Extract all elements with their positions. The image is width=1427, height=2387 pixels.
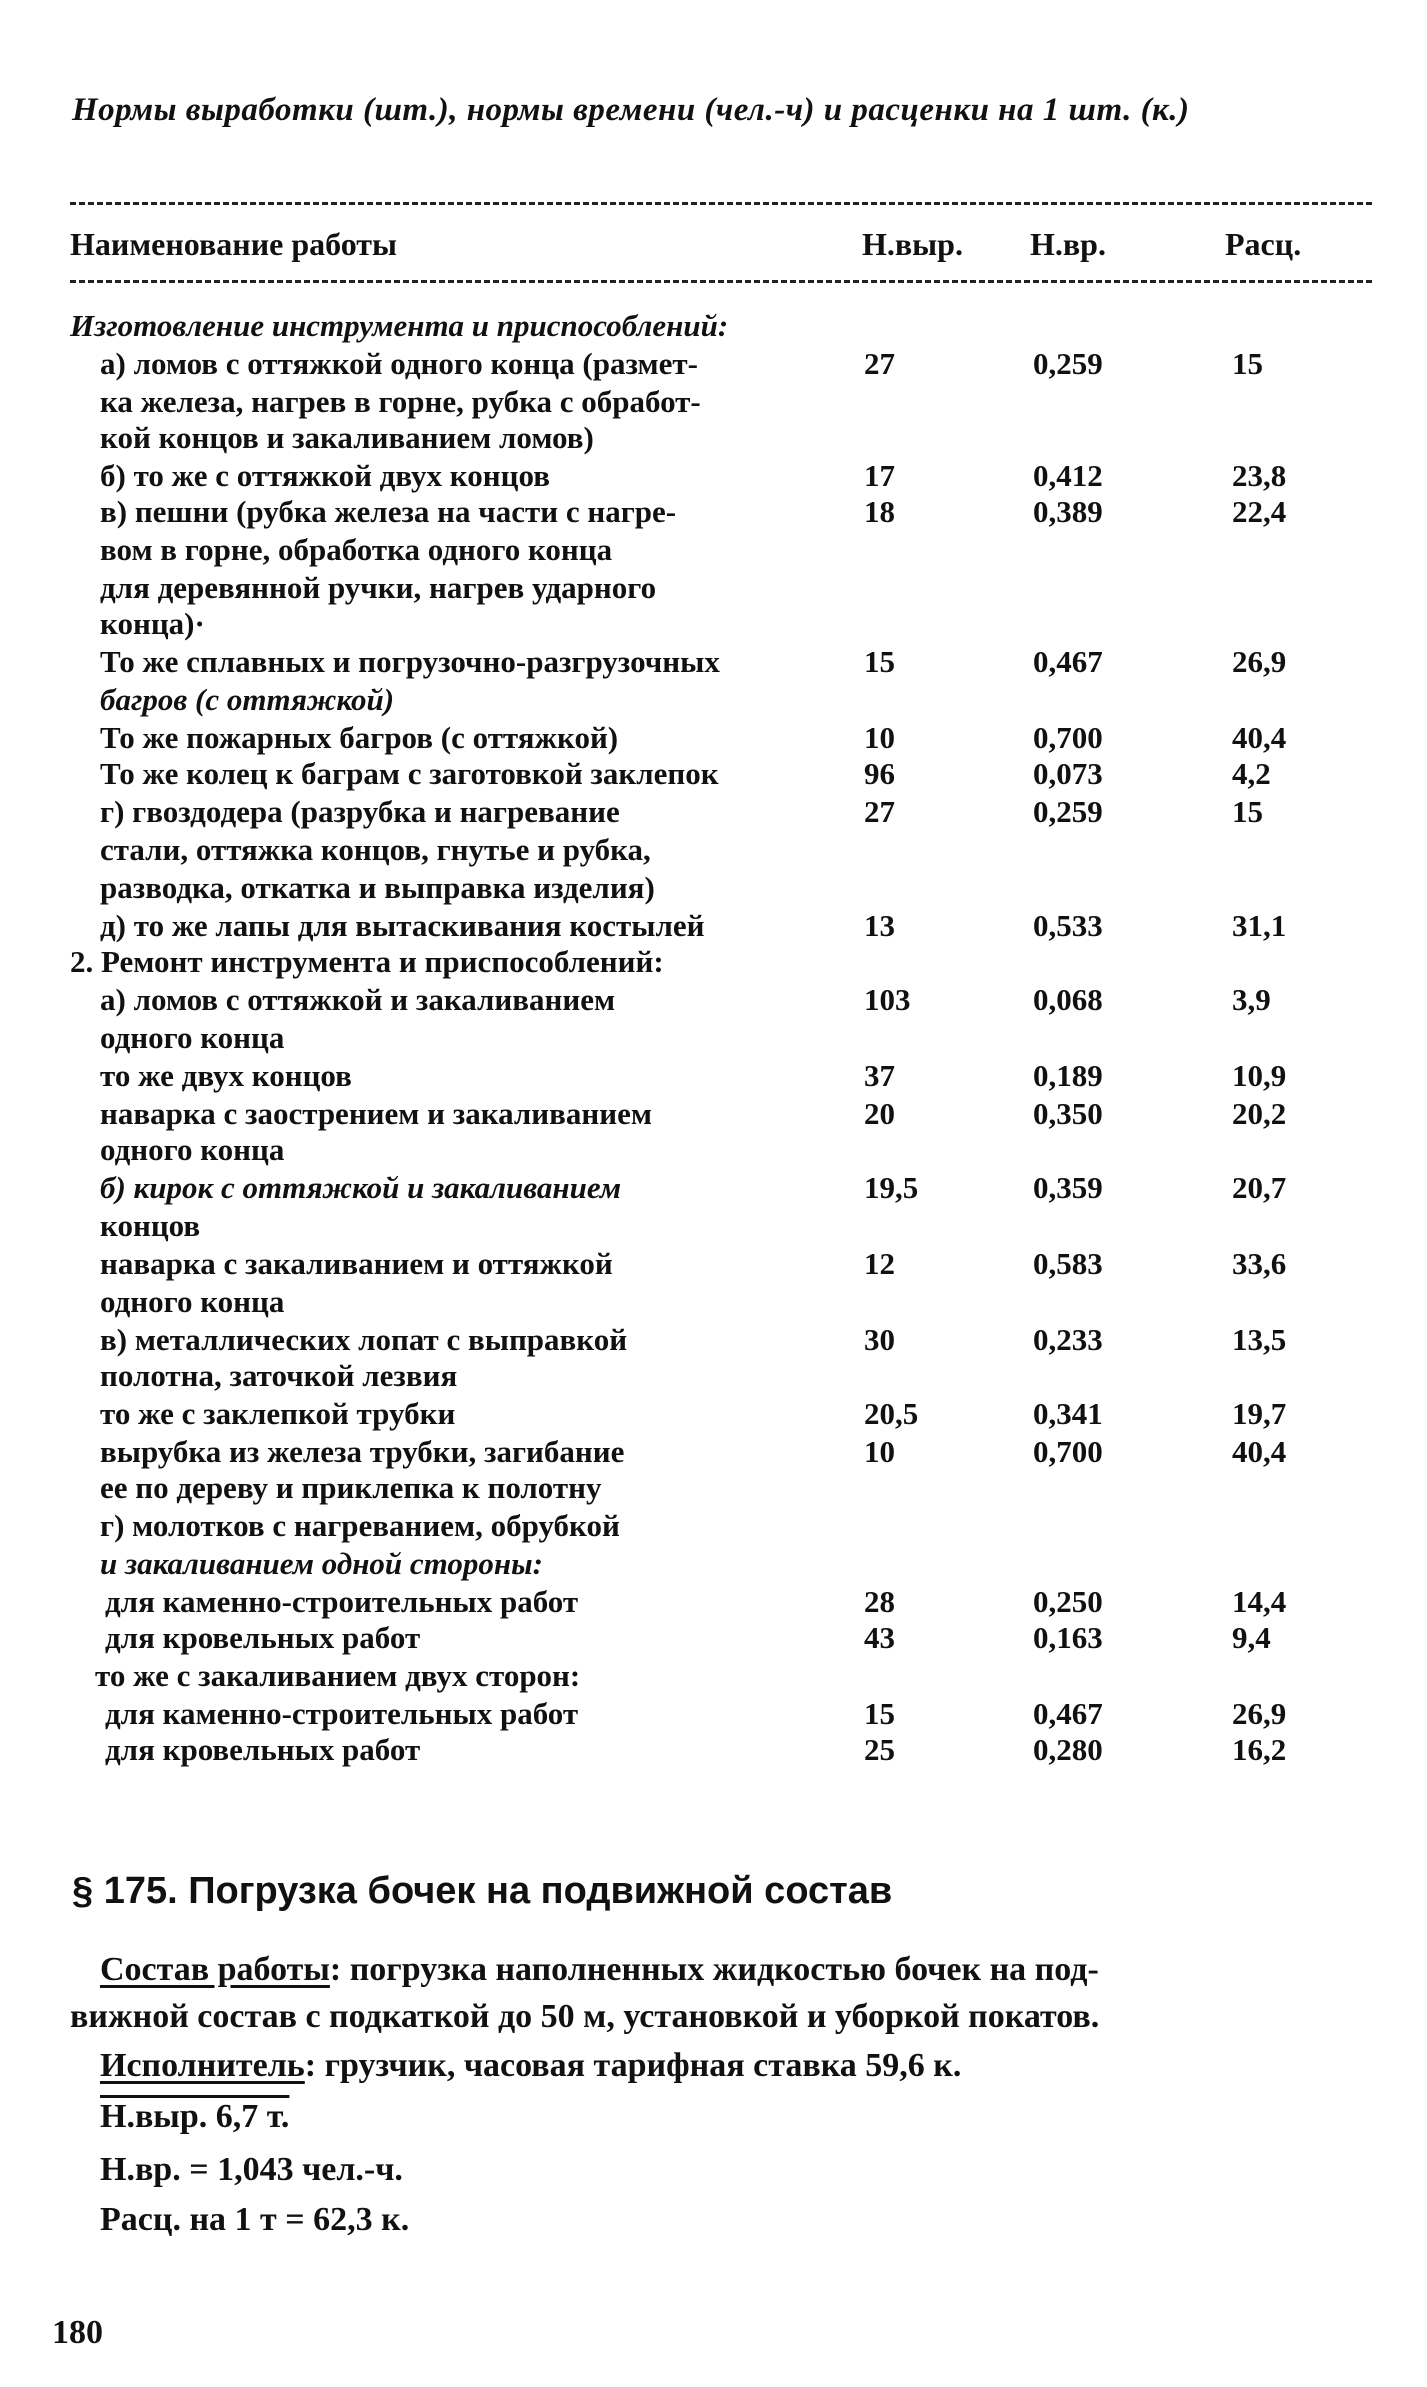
- norm-output-cell: 96: [864, 756, 895, 791]
- work-name-cell: для кровельных работ: [105, 1732, 421, 1767]
- norm-output-cell: 28: [864, 1584, 895, 1619]
- table-row: [0, 532, 1427, 568]
- norm-output-cell: 20: [864, 1096, 895, 1131]
- norm-time-cell: 0,700: [1033, 1434, 1103, 1469]
- work-name-cell: и закаливанием одной стороны:: [100, 1546, 543, 1581]
- norm-time-cell: 0,412: [1033, 458, 1103, 493]
- rate-cell: 20,7: [1232, 1170, 1287, 1205]
- table-row: [0, 1508, 1427, 1544]
- table-row: [0, 832, 1427, 868]
- work-name-cell: для кровельных работ: [105, 1620, 421, 1655]
- table-row: [0, 420, 1427, 456]
- norm-output-cell: 37: [864, 1058, 895, 1093]
- work-name-cell: кой концов и закаливанием ломов): [100, 420, 594, 455]
- table-row: [0, 1546, 1427, 1582]
- table-row: [0, 570, 1427, 606]
- work-name-cell: Изготовление инструмента и приспособлений:: [70, 308, 729, 343]
- work-name-cell: а) ломов с оттяжкой и закаливанием: [100, 982, 616, 1017]
- table-row: [0, 1208, 1427, 1244]
- work-name-cell: наварка с закаливанием и оттяжкой: [100, 1246, 613, 1281]
- work-name-cell: то же двух концов: [100, 1058, 352, 1093]
- work-name-cell: одного конца: [100, 1284, 285, 1319]
- table-row: [0, 1658, 1427, 1694]
- rate-cell: 15: [1232, 346, 1263, 381]
- work-name-cell: б) то же с оттяжкой двух концов: [100, 458, 550, 493]
- work-name-cell: наварка с заострением и закаливанием: [100, 1096, 652, 1131]
- norm-output-cell: 19,5: [864, 1170, 919, 1205]
- work-name-cell: одного конца: [100, 1132, 285, 1167]
- work-name-cell: полотна, заточкой лезвия: [100, 1358, 458, 1393]
- work-name-cell: д) то же лапы для вытаскивания костылей: [100, 908, 705, 943]
- norm-time-cell: 0,583: [1033, 1246, 1103, 1281]
- table-row: [0, 384, 1427, 420]
- norm-output-cell: 15: [864, 644, 895, 679]
- table-row: [0, 720, 1427, 756]
- norm-time-cell: 0,259: [1033, 794, 1103, 829]
- table-row: [0, 606, 1427, 642]
- rate-cell: 23,8: [1232, 458, 1287, 493]
- work-name-cell: то же с заклепкой трубки: [100, 1396, 456, 1431]
- work-name-cell: в) металлических лопат с выправкой: [100, 1322, 628, 1357]
- composition-text-1: : погрузка наполненных жидкостью бочек на под-: [329, 1951, 1099, 1988]
- norm-time-cell: 0,250: [1033, 1584, 1103, 1619]
- table-row: [0, 794, 1427, 830]
- work-name-cell: конца)·: [100, 606, 205, 641]
- norm-output-cell: 27: [864, 794, 895, 829]
- table-row: [0, 346, 1427, 382]
- table-row: [0, 644, 1427, 680]
- table-row: [0, 908, 1427, 944]
- table-row: [0, 308, 1427, 344]
- norm-output-cell: 10: [864, 720, 895, 755]
- table-row: [0, 1020, 1427, 1056]
- work-name-cell: ка железа, нагрев в горне, рубка с обработ-: [100, 384, 701, 419]
- work-name-cell: одного конца: [100, 1020, 285, 1055]
- rate-cell: 14,4: [1232, 1584, 1287, 1619]
- work-name-cell: для деревянной ручки, нагрев ударного: [100, 570, 657, 605]
- norm-output-cell: 18: [864, 494, 895, 529]
- rate-cell: 40,4: [1232, 1434, 1287, 1469]
- norm-output-cell: 103: [864, 982, 911, 1017]
- table-header-rule: [70, 280, 1372, 283]
- table-row: [0, 1434, 1427, 1470]
- norm-time-cell: 0,533: [1033, 908, 1103, 943]
- header-rate: Расц.: [1225, 226, 1302, 262]
- table-row: [0, 1584, 1427, 1620]
- table-row: [0, 1358, 1427, 1394]
- rate-cell: 16,2: [1232, 1732, 1287, 1767]
- table-row: [0, 1246, 1427, 1282]
- norm-output-cell: 25: [864, 1732, 895, 1767]
- work-name-cell: То же колец к баграм с заготовкой заклепок: [100, 756, 719, 791]
- norm-output-cell: 17: [864, 458, 895, 493]
- rate-cell: 20,2: [1232, 1096, 1287, 1131]
- rate-cell: 4,2: [1232, 756, 1271, 791]
- norm-time-cell: 0,467: [1033, 1696, 1103, 1731]
- composition-line-2: вижной состав с подкаткой до 50 м, установкой и уборкой покатов.: [70, 1998, 1100, 2035]
- table-row: [0, 1170, 1427, 1206]
- table-row: [0, 1284, 1427, 1320]
- header-norm-time: Н.вр.: [1030, 226, 1106, 262]
- rate-cell: 26,9: [1232, 644, 1287, 679]
- executor-label: Исполнитель: [100, 2047, 305, 2084]
- table-row: [0, 1132, 1427, 1168]
- norm-output-value: Н.выр. 6,7 т.: [100, 2098, 290, 2135]
- work-name-cell: для каменно-строительных работ: [105, 1696, 579, 1731]
- table-row: [0, 1696, 1427, 1732]
- norm-time-cell: 0,350: [1033, 1096, 1103, 1131]
- norm-time-cell: 0,700: [1033, 720, 1103, 755]
- table-caption: Нормы выработки (шт.), нормы времени (чел.-ч) и расценки на 1 шт. (к.): [72, 92, 1190, 128]
- work-name-cell: вырубка из железа трубки, загибание: [100, 1434, 625, 1469]
- work-name-cell: ее по дереву и приклепка к полотну: [100, 1470, 602, 1505]
- work-name-cell: в) пешни (рубка железа на части с нагре-: [100, 494, 677, 529]
- work-name-cell: То же пожарных багров (с оттяжкой): [100, 720, 619, 755]
- table-row: [0, 1096, 1427, 1132]
- table-row: [0, 458, 1427, 494]
- norm-time-cell: 0,073: [1033, 756, 1103, 791]
- work-name-cell: для каменно-строительных работ: [105, 1584, 579, 1619]
- norm-output-cell: 12: [864, 1246, 895, 1281]
- work-name-cell: б) кирок с оттяжкой и закаливанием: [100, 1170, 622, 1205]
- rate-cell: 13,5: [1232, 1322, 1287, 1357]
- norm-time-cell: 0,359: [1033, 1170, 1103, 1205]
- table-row: [0, 982, 1427, 1018]
- norm-output-cell: 30: [864, 1322, 895, 1357]
- work-name-cell: а) ломов с оттяжкой одного конца (размет-: [100, 346, 698, 381]
- norm-time-cell: 0,189: [1033, 1058, 1103, 1093]
- norm-time-cell: 0,341: [1033, 1396, 1103, 1431]
- norm-output-cell: 15: [864, 1696, 895, 1731]
- rate-cell: 10,9: [1232, 1058, 1287, 1093]
- work-name-cell: багров (с оттяжкой): [100, 682, 395, 717]
- table-row: [0, 494, 1427, 530]
- rate-cell: 3,9: [1232, 982, 1271, 1017]
- rate-cell: 9,4: [1232, 1620, 1271, 1655]
- norm-time-cell: 0,068: [1033, 982, 1103, 1017]
- rate-cell: 33,6: [1232, 1246, 1287, 1281]
- norm-time-cell: 0,389: [1033, 494, 1103, 529]
- norm-output-cell: 20,5: [864, 1396, 919, 1431]
- work-name-cell: то же с закаливанием двух сторон:: [95, 1658, 581, 1693]
- work-name-cell: разводка, откатка и выправка изделия): [100, 870, 655, 905]
- table-row: [0, 1470, 1427, 1506]
- table-row: [0, 1322, 1427, 1358]
- norm-output-cell: 10: [864, 1434, 895, 1469]
- norm-time-cell: 0,163: [1033, 1620, 1103, 1655]
- section-title: § 175. Погрузка бочек на подвижной состав: [72, 1870, 893, 1912]
- norm-time-line: Н.вр. = 1,043 чел.-ч.: [100, 2151, 403, 2188]
- norm-time-cell: 0,280: [1033, 1732, 1103, 1767]
- header-norm-output: Н.выр.: [862, 226, 963, 262]
- work-name-cell: стали, оттяжка концов, гнутье и рубка,: [100, 832, 651, 867]
- work-name-cell: концов: [100, 1208, 201, 1243]
- rate-cell: 19,7: [1232, 1396, 1287, 1431]
- rate-cell: 31,1: [1232, 908, 1287, 943]
- work-name-cell: 2. Ремонт инструмента и приспособлений:: [70, 944, 664, 979]
- norm-output-cell: 27: [864, 346, 895, 381]
- table-row: [0, 756, 1427, 792]
- table-row: [0, 870, 1427, 906]
- table-row: [0, 1396, 1427, 1432]
- rate-cell: 40,4: [1232, 720, 1287, 755]
- page-number: 180: [52, 2314, 103, 2351]
- table-row: [0, 1620, 1427, 1656]
- norm-output-line: [100, 2097, 289, 2137]
- executor-line: [100, 2046, 961, 2086]
- work-name-cell: г) молотков с нагреванием, обрубкой: [100, 1508, 620, 1543]
- composition-line-1: [100, 1950, 1099, 1990]
- composition-label: Состав работы: [100, 1951, 330, 1988]
- norm-time-cell: 0,467: [1033, 644, 1103, 679]
- rate-cell: 26,9: [1232, 1696, 1287, 1731]
- executor-text: : грузчик, часовая тарифная ставка 59,6 к.: [304, 2047, 962, 2084]
- norm-output-cell: 13: [864, 908, 895, 943]
- rate-line: Расц. на 1 т = 62,3 к.: [100, 2201, 410, 2238]
- header-name: Наименование работы: [70, 226, 397, 262]
- rate-cell: 22,4: [1232, 494, 1287, 529]
- work-name-cell: То же сплавных и погрузочно-разгрузочных: [100, 644, 720, 679]
- rate-cell: 15: [1232, 794, 1263, 829]
- norm-output-cell: 43: [864, 1620, 895, 1655]
- norm-time-cell: 0,259: [1033, 346, 1103, 381]
- norm-time-cell: 0,233: [1033, 1322, 1103, 1357]
- table-top-rule: [70, 202, 1372, 205]
- table-row: [0, 944, 1427, 980]
- work-name-cell: вом в горне, обработка одного конца: [100, 532, 613, 567]
- table-row: [0, 1058, 1427, 1094]
- table-row: [0, 1732, 1427, 1768]
- work-name-cell: г) гвоздодера (разрубка и нагревание: [100, 794, 620, 829]
- table-row: [0, 682, 1427, 718]
